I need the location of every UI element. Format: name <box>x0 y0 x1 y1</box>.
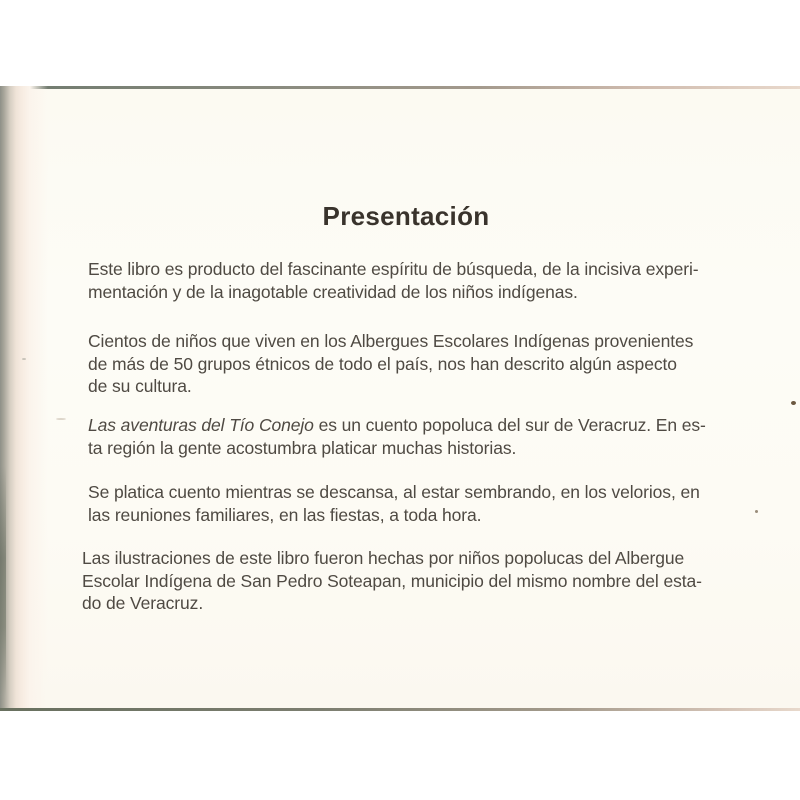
scan-speck <box>22 358 26 360</box>
paragraph-2-line-3: de su cultura. <box>88 376 192 396</box>
paragraph-5-line-2: Escolar Indígena de San Pedro Soteapan, municipio del mismo nombre del esta- <box>82 570 702 591</box>
paragraph-3 <box>88 414 706 459</box>
page-left-edge-dark-band <box>0 466 6 696</box>
paragraph-1-line-1: Este libro es producto del fascinante espíritu de búsqueda, de la incisiva experi- <box>88 259 699 279</box>
paragraph-2-line-2: de más de 50 grupos étnicos de todo el país, nos han descrito algún aspecto <box>88 353 677 374</box>
page-bottom-edge <box>0 708 800 711</box>
page-left-edge-shadow <box>0 86 48 711</box>
paragraph-3-line-2: ta región la gente acostumbra platicar muchas historias. <box>88 437 517 458</box>
page-title: Presentación <box>322 201 490 232</box>
scan-speck <box>755 510 758 513</box>
scan-speck <box>56 418 66 420</box>
paragraph-5-line-1: Las ilustraciones de este libro fueron hechas por niños popolucas del Albergue <box>82 548 685 568</box>
scan-speck <box>791 401 796 405</box>
book-page <box>0 86 800 711</box>
paragraph-3-line-1 <box>88 415 706 435</box>
paragraph-4-line-2: las reuniones familiares, en las fiestas, a toda hora. <box>88 504 482 525</box>
paragraph-2 <box>88 330 693 398</box>
paragraph-3-line-1-rest: es un cuento popoluca del sur de Veracruz. En es- <box>313 415 706 435</box>
paragraph-1 <box>88 258 699 303</box>
paragraph-1-line-2: mentación y de la inagotable creatividad de los niños indígenas. <box>88 281 578 302</box>
paragraph-5-line-3: do de Veracruz. <box>82 593 204 613</box>
book-title-italic: Las aventuras del Tío Conejo <box>88 415 314 435</box>
paragraph-4 <box>88 481 700 526</box>
page-top-edge <box>0 86 800 89</box>
paragraph-5 <box>82 547 702 615</box>
paragraph-4-line-1: Se platica cuento mientras se descansa, al estar sembrando, en los velorios, en <box>88 482 700 502</box>
paragraph-2-line-1: Cientos de niños que viven en los Albergues Escolares Indígenas provenientes <box>88 331 694 351</box>
